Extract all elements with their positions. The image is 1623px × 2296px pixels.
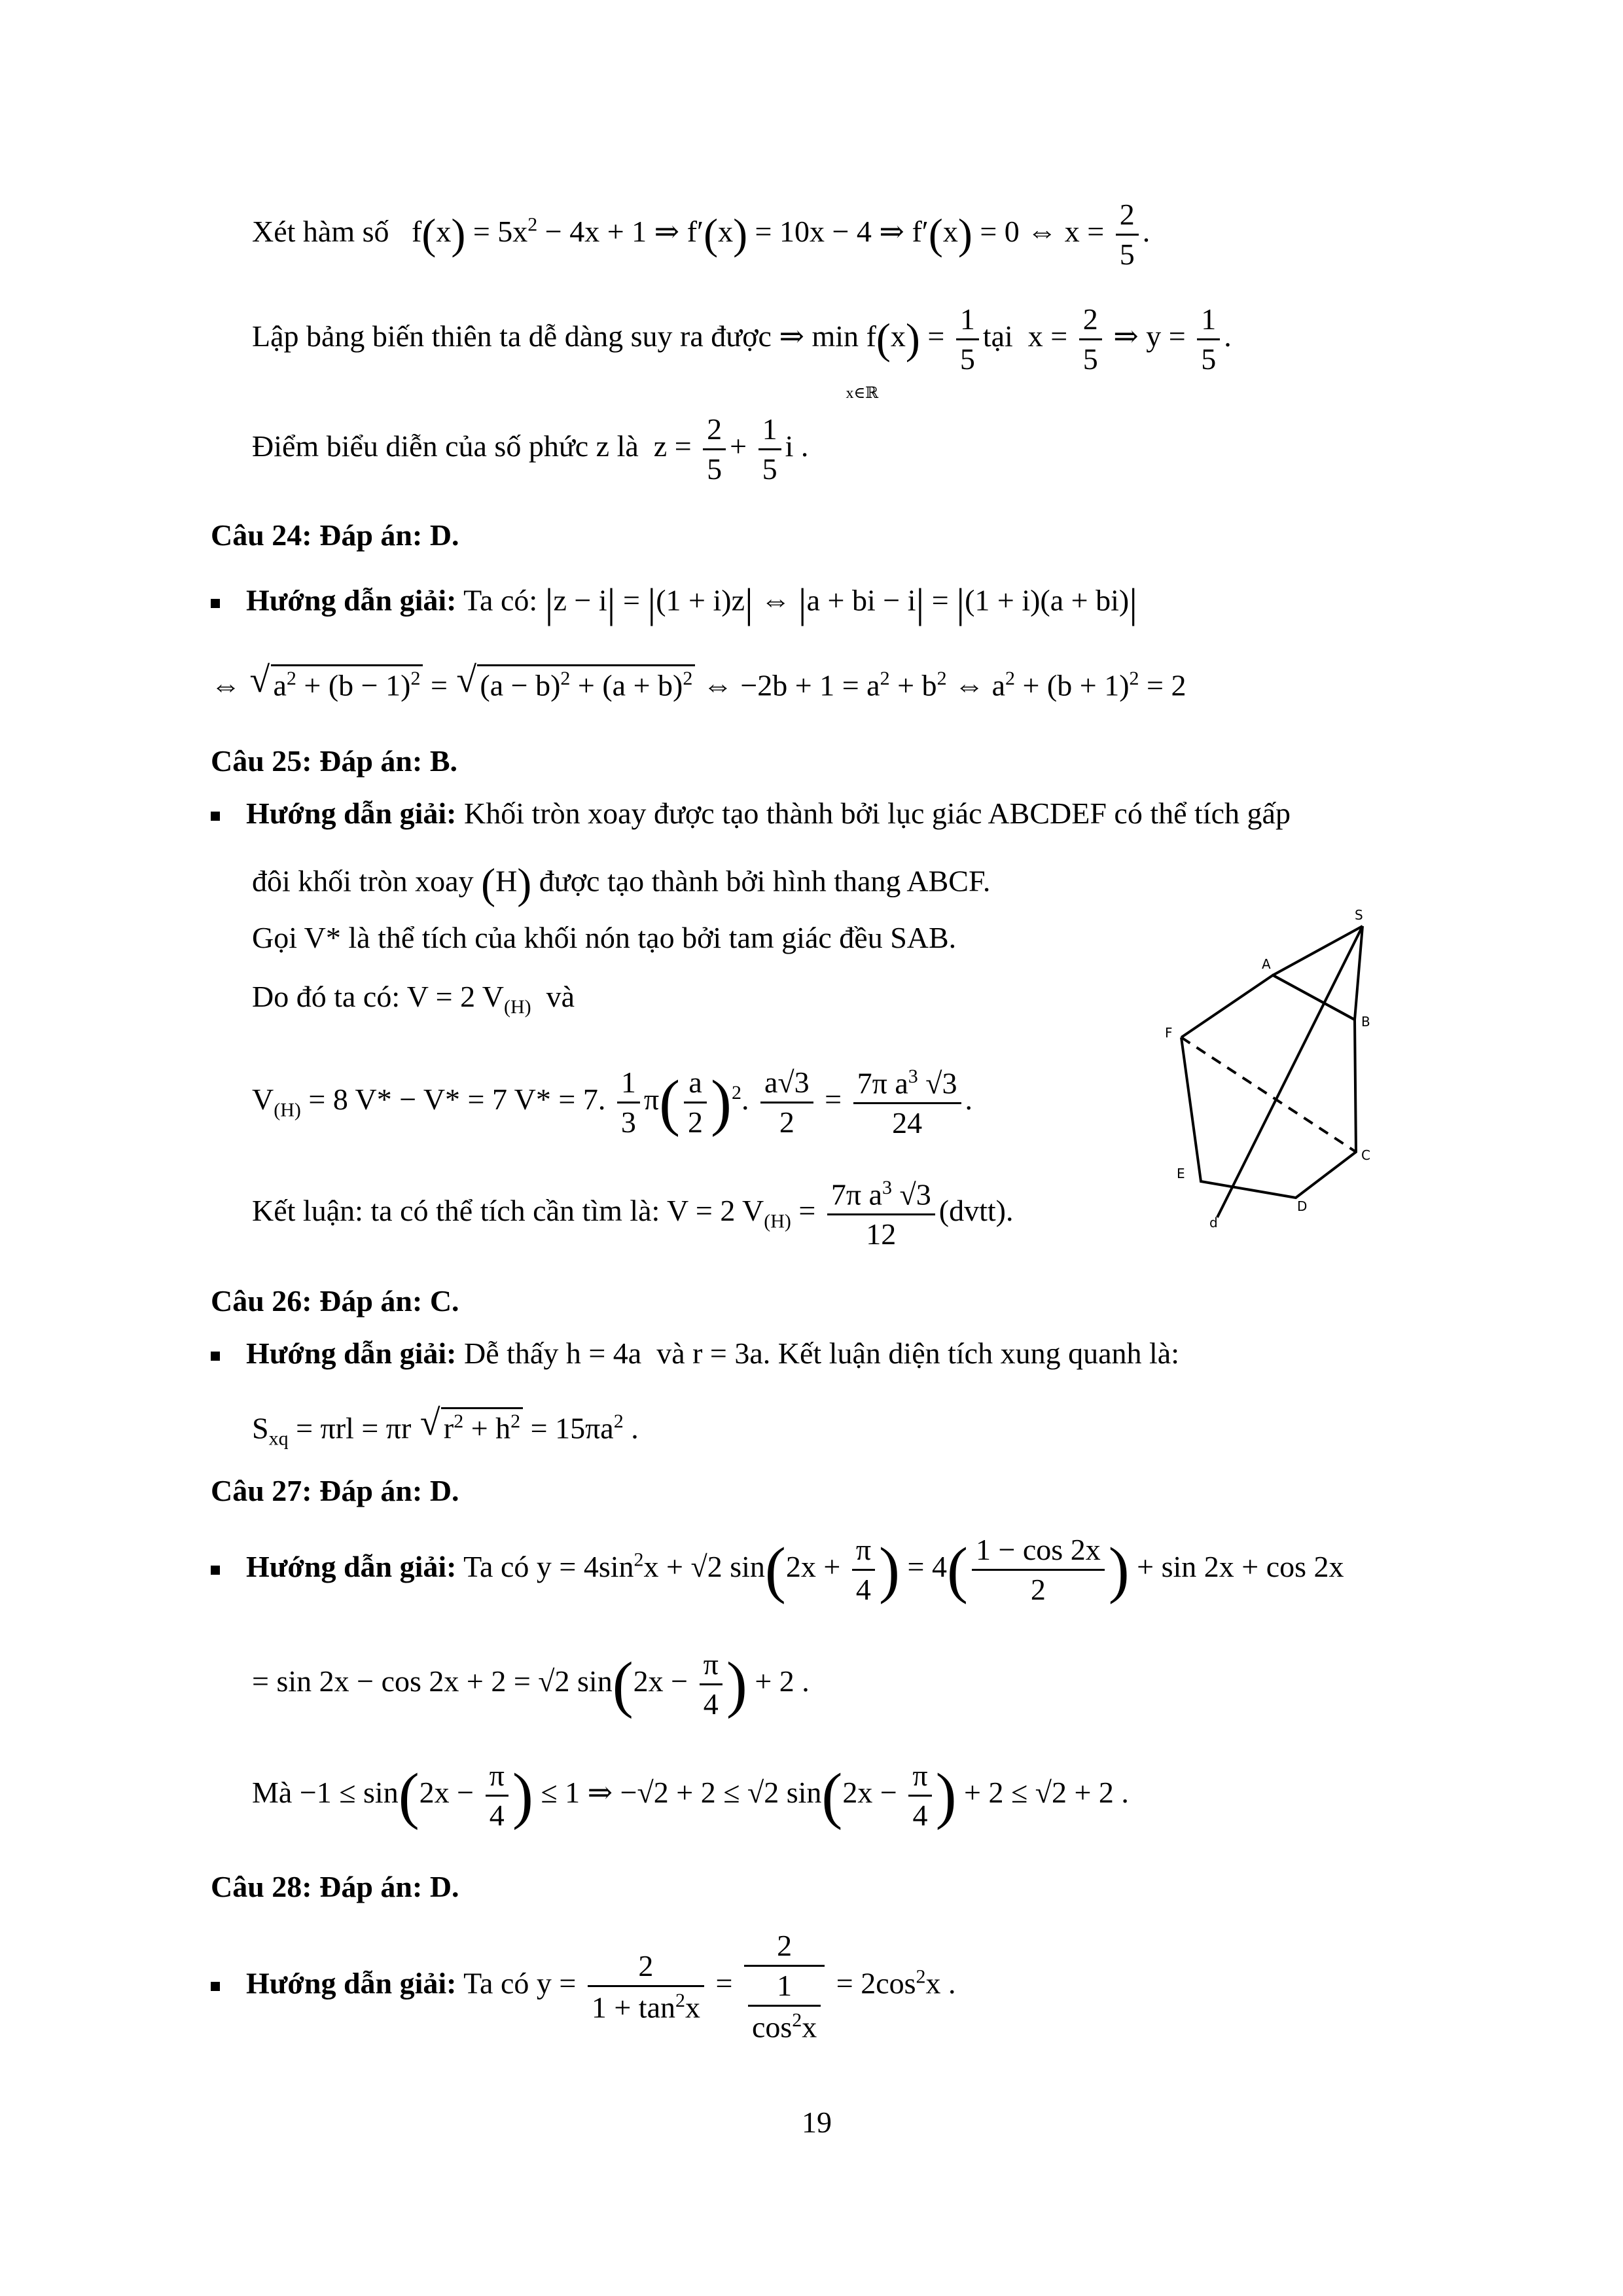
bullet-icon bbox=[211, 1352, 220, 1361]
line-q25-2: đôi khối tròn xoay (H) được tạo thành bởi hình thang ABCF. bbox=[252, 860, 991, 908]
heading-q24: Câu 24: Đáp án: D. bbox=[211, 518, 459, 552]
text-guide: Hướng dẫn giải: bbox=[246, 797, 457, 830]
bullet-icon bbox=[211, 599, 220, 608]
line-diem-bieu-dien: Điểm biểu diễn của số phức z là z = $\frac{2}{5}$ + $\frac{1}{5}$ i . bbox=[252, 412, 809, 486]
text-line: Dễ thấy bbox=[463, 1336, 559, 1370]
line-q26-1: Hướng dẫn giải: Dễ thấy h = 4a và r = 3a. Kết luận diện tích xung quanh là: bbox=[211, 1338, 1623, 1369]
text-lead: Xét hàm số bbox=[252, 215, 389, 249]
label-d-axis: d bbox=[1209, 1215, 1218, 1230]
text-ta-co: Ta có bbox=[463, 1550, 529, 1584]
hexagon-outline bbox=[1181, 975, 1356, 1198]
line-q25-1 bbox=[211, 798, 1623, 829]
text-lead: Lập bảng biến thiên ta dễ dàng suy ra được bbox=[252, 319, 772, 353]
bullet-icon bbox=[211, 1566, 220, 1575]
line-q25-vh: $V_{(H)} = 8$ V* − V* = 7 V* = 7. $\frac{1}{3}$ π( $\frac{a}{2}$ )$^2$. $\frac{a√3}{2}$ = $\frac{7\pi a^3 √3}{24}$ . bbox=[252, 1066, 973, 1140]
line-lap-bang: Lập bảng biến thiên ta dễ dàng suy ra được ⇒ min x∈ℝ f(x) = $\frac{1}{5}$ tại x = $\frac{2}{5}$ ⇒ y = $\frac{1}{5}$ . bbox=[252, 302, 1232, 403]
text-line: Gọi bbox=[252, 921, 297, 954]
label-c: C bbox=[1361, 1147, 1370, 1163]
heading-q26: Câu 26: Đáp án: C. bbox=[211, 1284, 459, 1318]
text-line: và bbox=[656, 1336, 685, 1370]
line-q27-2: = sin 2x − cos 2x + 2 = √2 sin(2x − $\frac{\pi}{4}$ ) + 2 . bbox=[252, 1647, 810, 1721]
line-q27-3: Mà −1 ≤ sin(2x − $\frac{\pi}{4}$ ) ≤ 1 ⇒ −√2 + 2 ≤ √2 sin(2x − $\frac{\pi}{4}$ ) + 2 ≤ √2 + 2 . bbox=[252, 1759, 1129, 1832]
bullet-icon bbox=[211, 812, 220, 821]
line-q24-guide: Hướng dẫn giải: Ta có: |z − i| = |(1 + i)z| ⇔ |a + bi − i| = |(1 + i)(a + bi)| bbox=[211, 583, 1623, 624]
text-guide: Hướng dẫn giải: bbox=[246, 1550, 457, 1584]
text-lead: Điểm biểu diễn của số phức z là bbox=[252, 429, 639, 463]
axis-d bbox=[1217, 926, 1363, 1217]
text-guide: Hướng dẫn giải: bbox=[246, 583, 457, 617]
text-line: được tạo thành bởi hình thang ABCF. bbox=[539, 864, 991, 898]
heading-q28: Câu 28: Đáp án: D. bbox=[211, 1870, 459, 1903]
text-line: Do đó ta có: bbox=[252, 980, 401, 1013]
label-e: E bbox=[1177, 1166, 1185, 1181]
text-line: và bbox=[546, 980, 575, 1013]
text-line: là thể tích của khối nón tạo bởi tam giác đều SAB. bbox=[348, 921, 957, 954]
text-guide: Hướng dẫn giải: bbox=[246, 1966, 457, 2000]
label-s: S bbox=[1355, 907, 1363, 923]
text-line: Kết luận: ta có thể tích cần tìm là: bbox=[252, 1194, 660, 1228]
text-tai: tại bbox=[982, 319, 1013, 353]
line-q24-eq: ⇔ √ $a^2 + (b - 1)^2$ = √ $(a - b)^2 + (a + b)^2$ ⇔ $-2b + 1 = a^2 + b^2$ ⇔ $a^2 + (b + 1)^2 = 2$ bbox=[211, 664, 1623, 700]
text-line: đôi khối tròn xoay bbox=[252, 864, 474, 898]
line-q25-3: Gọi V* là thể tích của khối nón tạo bởi tam giác đều SAB. bbox=[252, 921, 957, 954]
bullet-icon bbox=[211, 1982, 220, 1991]
line-q25-concl: Kết luận: ta có thể tích cần tìm là: V = 2 $V_{(H)}$ = $\frac{7\pi a^3 √3}{12}$ (dvtt). bbox=[252, 1177, 1014, 1251]
text-unit: (dvtt). bbox=[938, 1194, 1014, 1228]
heading-q27: Câu 27: Đáp án: D. bbox=[211, 1474, 459, 1507]
label-f: F bbox=[1165, 1025, 1173, 1041]
page-number: 19 bbox=[802, 2106, 832, 2139]
hexagon-figure bbox=[1152, 897, 1440, 1237]
text-line: . Kết luận diện tích xung quanh là: bbox=[762, 1336, 1179, 1370]
line-q27-1: Hướng dẫn giải: Ta có $y = 4\sin^2x + √2$ sin(2x + $\frac{\pi}{4}$ ) = 4( $\frac{1 - \cos 2x}{2}$ ) + sin 2x + cos 2x bbox=[211, 1535, 1623, 1605]
text-guide: Hướng dẫn giải: bbox=[246, 1336, 457, 1370]
label-a: A bbox=[1262, 956, 1271, 972]
label-d: D bbox=[1297, 1198, 1308, 1214]
text-ta-co: Ta có: bbox=[463, 583, 538, 617]
heading-q25: Câu 25: Đáp án: B. bbox=[211, 744, 458, 778]
line-q26-2: $S_{xq} = \pi rl = \pi r$ √ $r^2 + h^2 = 15\pi a^2$ . bbox=[252, 1407, 1623, 1449]
label-b: B bbox=[1361, 1014, 1370, 1030]
line-xet-ham-so: Xét hàm số $f(x) = 5x^2 - 4x + 1$ ⇒ f′(x) = 10x − 4 ⇒ f′(x) = 0 ⇔ x = $\frac{2}{5}$ . bbox=[252, 198, 1150, 271]
text-line: Khối tròn xoay được tạo thành bởi lục giác ABCDEF có thể tích gấp bbox=[463, 797, 1291, 830]
dashed-fc bbox=[1181, 1037, 1356, 1152]
text-ma: Mà bbox=[252, 1776, 293, 1810]
line-q28-1: Hướng dẫn giải: Ta có y = $\frac{2}{1 + \tan^2x}$ = $\frac{2}{\frac{1}{\cos^2x}}$ = $2\cos^2x$ . bbox=[211, 1931, 1623, 2042]
line-q25-4: Do đó ta có: V = 2 $V_{(H)}$ và bbox=[252, 980, 575, 1018]
text-ta-co: Ta có bbox=[463, 1966, 529, 2000]
segment-ab bbox=[1273, 975, 1355, 1020]
